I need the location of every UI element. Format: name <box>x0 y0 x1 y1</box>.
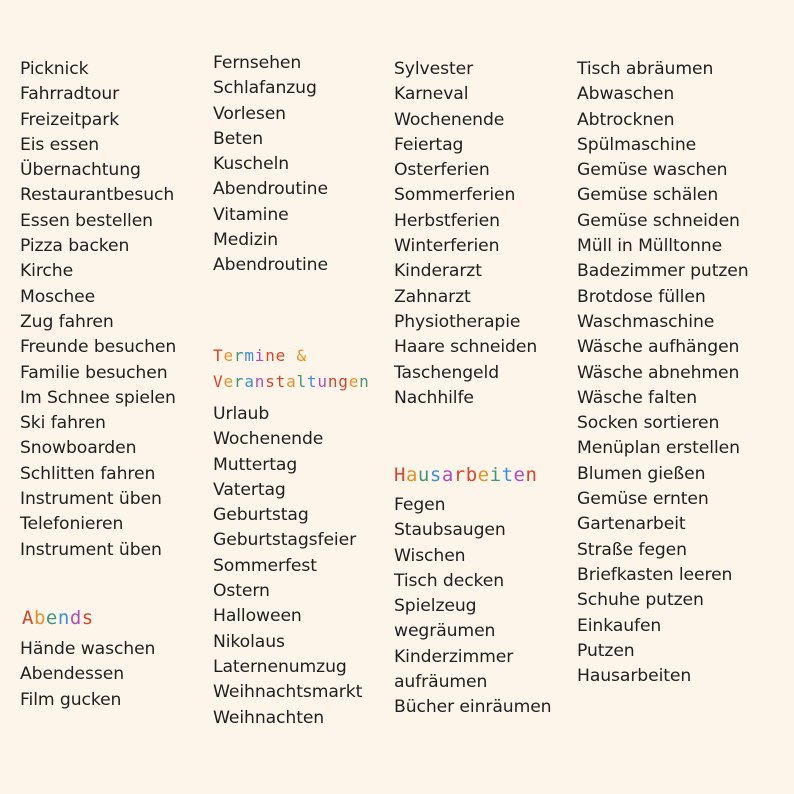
list-item: Sommerferien <box>394 185 516 206</box>
list-item: Urlaub <box>213 404 270 424</box>
list-item: Gemüse schälen <box>577 185 719 206</box>
list-item: Abendroutine <box>213 179 328 200</box>
heading-hausarbeiten: Hausarbeiten <box>394 464 538 486</box>
list-item: Eis essen <box>20 134 100 155</box>
list-item: Laternenumzug <box>213 656 347 677</box>
list-item: Tisch decken <box>394 570 505 591</box>
list-item: Osterferien <box>394 160 490 181</box>
list-item: Restaurantbesuch <box>20 185 175 206</box>
list-item: aufräumen <box>394 672 488 693</box>
list-item: Gemüse schneiden <box>577 210 740 231</box>
list-item: Beten <box>213 128 264 149</box>
list-item: Einkaufen <box>577 615 662 636</box>
list-item: Weihnachtsmarkt <box>213 682 363 703</box>
list-item: Vorlesen <box>213 103 286 124</box>
list-item: Badezimmer putzen <box>577 261 749 282</box>
list-item: Menüplan erstellen <box>577 438 740 459</box>
list-item: Wäsche abnehmen <box>577 362 740 383</box>
list-item: Picknick <box>20 59 89 79</box>
list-item: Geburtstag <box>213 505 309 526</box>
list-item: Karneval <box>394 84 469 105</box>
list-item: Wäsche falten <box>577 387 698 408</box>
list-item: Herbstferien <box>394 210 500 231</box>
list-item: Spülmaschine <box>577 134 697 155</box>
list-item: Taschengeld <box>394 362 500 383</box>
list-item: Blumen gießen <box>577 463 706 484</box>
list-item: Wochenende <box>213 429 324 450</box>
list-item: Muttertag <box>213 454 298 475</box>
hausarbeiten-list <box>394 493 551 721</box>
list-item: Wäsche aufhängen <box>577 337 740 358</box>
list-item: Gartenarbeit <box>577 514 686 535</box>
list-item: Putzen <box>577 640 635 661</box>
list-item: Bücher einräumen <box>394 697 552 718</box>
list-item: Instrument üben <box>20 489 162 510</box>
activity-list-3 <box>394 57 537 411</box>
list-item: Abtrocknen <box>577 109 675 130</box>
list-item: Familie besuchen <box>20 362 168 383</box>
heading-abends: Abends <box>22 607 94 629</box>
list-item: Waschmaschine <box>577 311 715 332</box>
list-item: Schlafanzug <box>213 78 317 99</box>
list-item: Wochenende <box>394 109 505 130</box>
list-item: Gemüse ernten <box>577 489 709 510</box>
list-item: Kuscheln <box>213 154 290 175</box>
list-item: Moschee <box>20 286 96 307</box>
list-item: Zug fahren <box>20 311 114 332</box>
list-item: Medizin <box>213 230 279 251</box>
list-item: Socken sortieren <box>577 413 720 434</box>
list-item: Feiertag <box>394 134 464 155</box>
list-item: Abendessen <box>20 664 124 685</box>
list-item: Sylvester <box>394 59 474 79</box>
list-item: wegräumen <box>394 621 496 642</box>
list-item: Zahnarzt <box>394 286 471 307</box>
list-item: Geburtstagsfeier <box>213 530 357 551</box>
list-item: Fegen <box>394 495 446 515</box>
list-item: Nikolaus <box>213 631 285 652</box>
list-item: Film gucken <box>20 689 122 710</box>
list-item: Schlitten fahren <box>20 463 156 484</box>
list-item: Kinderzimmer <box>394 646 514 667</box>
list-item: Tisch abräumen <box>577 59 714 79</box>
list-item: Abwaschen <box>577 84 675 105</box>
list-item: Winterferien <box>394 236 500 257</box>
activity-list-2 <box>213 51 328 279</box>
list-item: Wischen <box>394 545 466 566</box>
list-item: Ski fahren <box>20 413 106 434</box>
list-item: Gemüse waschen <box>577 160 728 181</box>
list-item: Telefonieren <box>20 514 124 535</box>
list-item: Weihnachten <box>213 707 325 728</box>
list-item: Kirche <box>20 261 74 282</box>
list-item: Essen bestellen <box>20 210 153 231</box>
list-item: Briefkasten leeren <box>577 564 733 585</box>
list-item: Im Schnee spielen <box>20 387 176 408</box>
list-item: Abendroutine <box>213 255 328 276</box>
list-item: Freunde besuchen <box>20 337 177 358</box>
list-item: Vatertag <box>213 479 286 500</box>
list-item: Staubsaugen <box>394 520 506 541</box>
list-item: Nachhilfe <box>394 387 474 408</box>
list-item: Hausarbeiten <box>577 666 692 687</box>
heading-termine-line-1: Termine & <box>213 346 307 365</box>
list-item: Haare schneiden <box>394 337 538 358</box>
heading-termine-line-2: Veranstaltungen <box>213 372 370 391</box>
list-item: Vitamine <box>213 204 289 225</box>
list-item: Fernsehen <box>213 53 302 73</box>
list-item: Physiotherapie <box>394 311 521 332</box>
abends-list <box>20 637 155 713</box>
list-item: Freizeitpark <box>20 109 120 130</box>
list-item: Halloween <box>213 606 302 627</box>
list-item: Hände waschen <box>20 639 156 659</box>
list-item: Müll in Mülltonne <box>577 236 723 257</box>
list-item: Übernachtung <box>20 160 141 181</box>
list-item: Straße fegen <box>577 539 687 560</box>
list-item: Pizza backen <box>20 236 130 257</box>
list-item: Snowboarden <box>20 438 137 459</box>
list-item: Instrument üben <box>20 539 162 560</box>
list-item: Schuhe putzen <box>577 590 704 611</box>
list-item: Kinderarzt <box>394 261 482 282</box>
list-item: Fahrradtour <box>20 84 120 105</box>
activity-list-1 <box>20 57 176 563</box>
list-item: Sommerfest <box>213 555 317 576</box>
list-item: Spielzeug <box>394 596 477 617</box>
list-item: Ostern <box>213 581 270 602</box>
list-item: Brotdose füllen <box>577 286 706 307</box>
termine-list <box>213 402 362 731</box>
activity-list-4 <box>577 57 749 689</box>
